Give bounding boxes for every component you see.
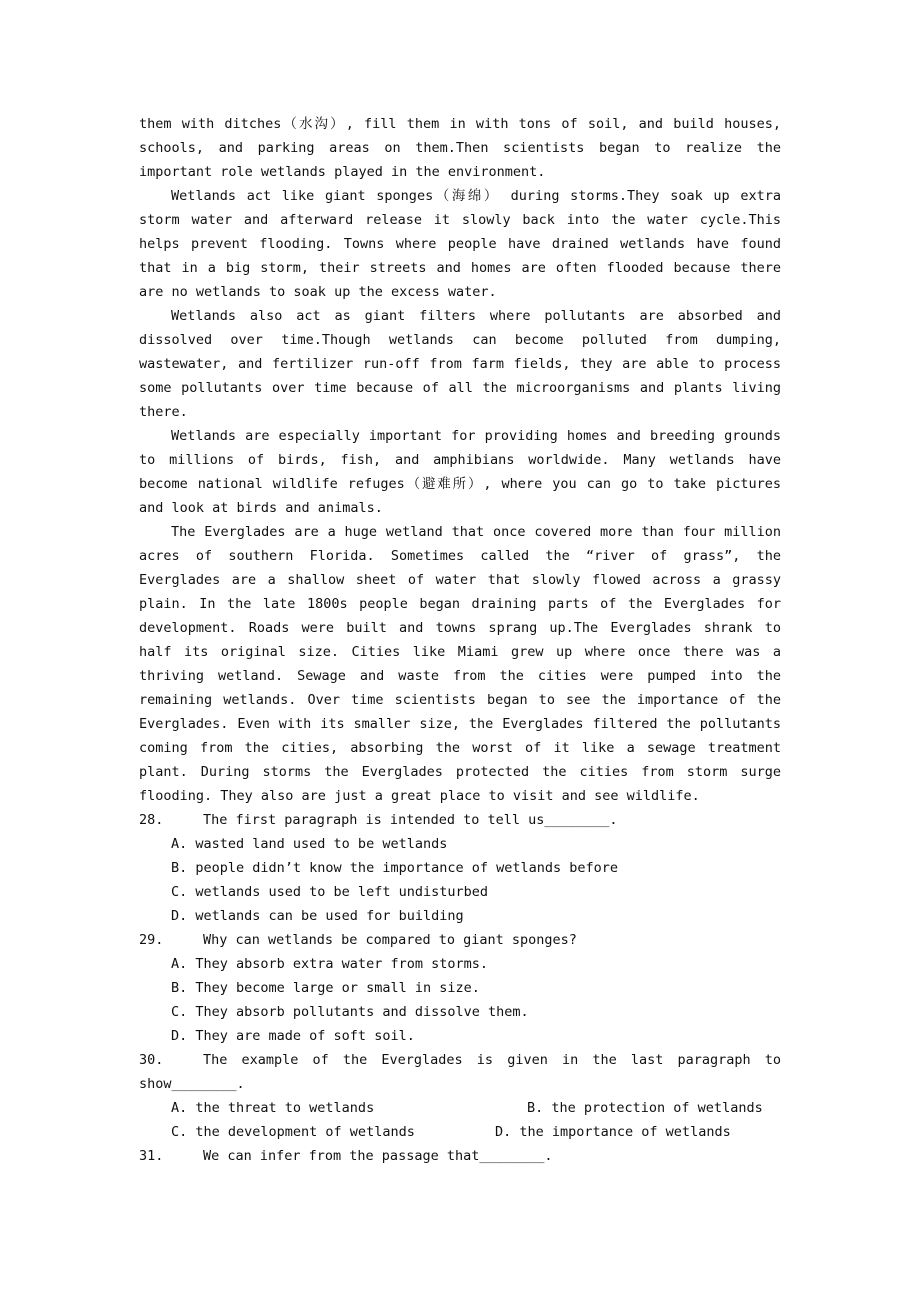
option-d: D. wetlands can be used for building xyxy=(171,908,464,924)
option-d: D. They are made of soft soil. xyxy=(171,1028,415,1044)
question-number: 28. xyxy=(139,812,164,828)
option-b: B. people didn’t know the importance of wetlands before xyxy=(171,860,619,876)
option-c: C. wetlands used to be left undisturbed xyxy=(171,884,488,900)
option-a: A. wasted land used to be wetlands xyxy=(171,836,448,852)
options-row xyxy=(139,1096,781,1120)
question-stem: Why can wetlands be compared to giant sponges? xyxy=(203,932,577,948)
passage-paragraph: Wetlands also act as giant filters where pollutants are absorbed and dissolved over time.Though wetlands can become polluted from dumping, wastewater, and fertilizer run-off from farm fields, they are able to process some pollutants over time because of all the microorganisms and plants living there. xyxy=(139,308,781,420)
option-a: A. They absorb extra water from storms. xyxy=(171,956,488,972)
option-b: B. the protection of wetlands xyxy=(527,1100,763,1116)
question-stem: The first paragraph is intended to tell us________. xyxy=(203,812,618,828)
question-31 xyxy=(139,1144,781,1168)
passage-paragraph: The Everglades are a huge wetland that once covered more than four million acres of southern Florida. Sometimes called the “river of grass”, the Everglades are a shallow sheet of water that slowly flowed across a grassy plain. In the late 1800s people began draining parts of the Everglades for development. Roads were built and towns sprang up.The Everglades shrank to half its original size. Cities like Miami grew up where once there was a thriving wetland. Sewage and waste from the cities were pumped into the remaining wetlands. Over time scientists began to see the importance of the Everglades. Even with its smaller size, the Everglades filtered the pollutants coming from the cities, absorbing the worst of it like a sewage treatment plant. During storms the Everglades protected the cities from storm surge flooding. They also are just a great place to visit and see wildlife. xyxy=(139,524,781,804)
option-b: B. They become large or small in size. xyxy=(171,980,480,996)
options-row xyxy=(139,1120,781,1144)
passage-paragraph: Wetlands are especially important for providing homes and breeding grounds to millions of birds, fish, and amphibians worldwide. Many wetlands have become national wildlife refuges（避难所）, where you can go to take pictures and look at birds and animals. xyxy=(139,428,781,516)
question-stem: The example of the Everglades is given in the last paragraph to show________. xyxy=(139,1052,781,1092)
question-stem: We can infer from the passage that________. xyxy=(203,1148,553,1164)
option-c: C. the development of wetlands xyxy=(171,1124,415,1140)
question-29 xyxy=(139,928,781,952)
option-c: C. They absorb pollutants and dissolve them. xyxy=(171,1004,529,1020)
document-page xyxy=(139,112,781,1168)
question-number: 31. xyxy=(139,1148,164,1164)
question-number: 29. xyxy=(139,932,164,948)
passage-paragraph: them with ditches（水沟）, fill them in with tons of soil, and build houses, schools, and parking areas on them.Then scientists began to realize the important role wetlands played in the environment. xyxy=(139,116,781,180)
question-number: 30. xyxy=(139,1052,164,1068)
passage-paragraph: Wetlands act like giant sponges（海绵） during storms.They soak up extra storm water and afterward release it slowly back into the water cycle.This helps prevent flooding. Towns where people have drained wetlands have found that in a big storm, their streets and homes are often flooded because there are no wetlands to soak up the excess water. xyxy=(139,188,781,300)
question-30 xyxy=(139,1048,781,1096)
question-28 xyxy=(139,808,781,832)
option-a: A. the threat to wetlands xyxy=(171,1100,375,1116)
option-d: D. the importance of wetlands xyxy=(495,1124,731,1140)
